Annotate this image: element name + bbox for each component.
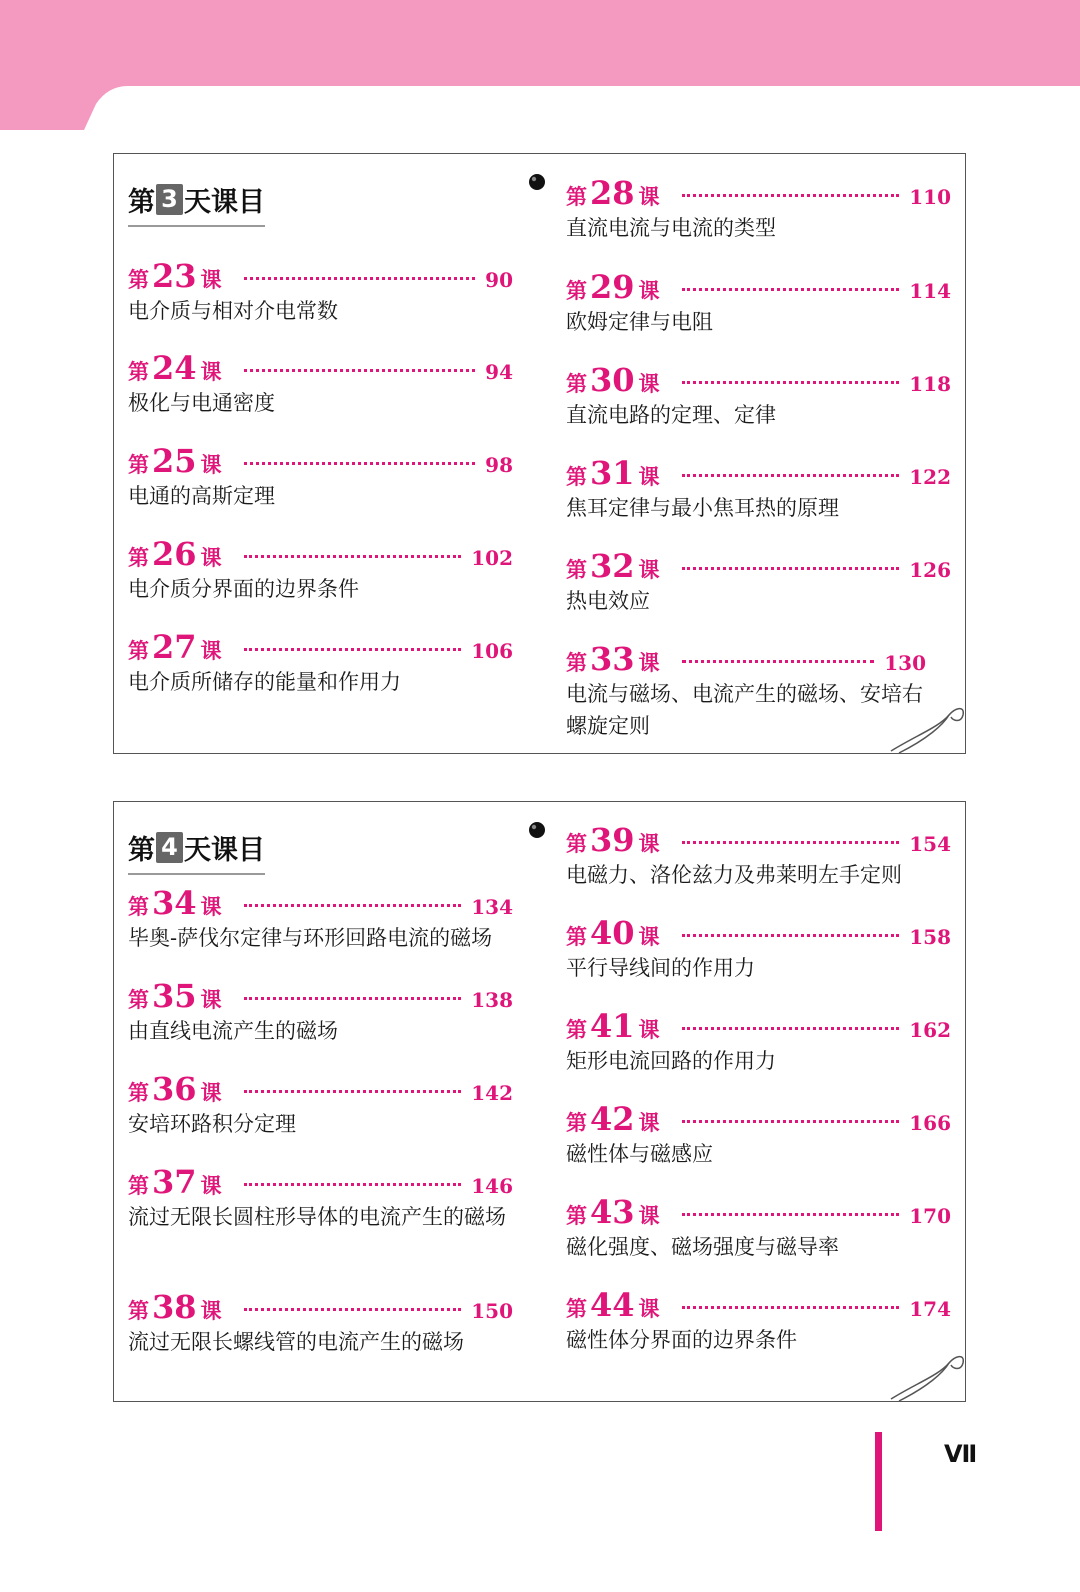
lesson-suffix: 课 — [200, 638, 222, 663]
lesson-27[interactable] — [128, 628, 513, 698]
leader-dots — [682, 1306, 900, 1309]
lesson-page: 102 — [471, 546, 513, 570]
lesson-39[interactable] — [566, 821, 951, 891]
lesson-page: 114 — [909, 279, 951, 303]
lesson-title: 毕奥-萨伐尔定律与环形回路电流的磁场 — [128, 926, 493, 950]
leader-dots — [682, 1027, 900, 1030]
lesson-title: 电介质所储存的能量和作用力 — [128, 670, 401, 694]
lesson-page: 130 — [884, 651, 926, 675]
day-3-panel — [113, 153, 966, 754]
lesson-page: 110 — [909, 185, 951, 209]
leader-dots — [244, 462, 476, 465]
lesson-30[interactable] — [566, 361, 951, 431]
leader-dots — [244, 904, 462, 907]
lesson-42[interactable] — [566, 1100, 951, 1170]
lesson-suffix: 课 — [200, 987, 222, 1012]
leader-dots — [682, 288, 900, 291]
lesson-page: 162 — [909, 1018, 951, 1042]
page-curl-icon — [887, 1339, 967, 1403]
page-curl-icon — [887, 691, 967, 755]
leader-dots — [244, 1308, 462, 1311]
day-3-heading-suffix: 天课目 — [184, 187, 265, 218]
lesson-prefix: 第 — [566, 371, 587, 396]
lesson-prefix: 第 — [566, 1017, 587, 1042]
lesson-number: 40 — [590, 914, 635, 952]
lesson-prefix: 第 — [128, 267, 149, 292]
lesson-suffix: 课 — [638, 1110, 660, 1135]
lesson-page: 154 — [909, 832, 951, 856]
lesson-number: 38 — [152, 1288, 197, 1326]
leader-dots — [244, 997, 462, 1000]
lesson-prefix: 第 — [566, 557, 587, 582]
lesson-page: 158 — [909, 925, 951, 949]
lesson-suffix: 课 — [200, 1173, 222, 1198]
leader-dots — [682, 381, 900, 384]
lesson-suffix: 课 — [638, 184, 660, 209]
lesson-number: 36 — [152, 1070, 197, 1108]
lesson-page: 90 — [485, 268, 513, 292]
lesson-prefix: 第 — [128, 1080, 149, 1105]
leader-dots — [682, 841, 900, 844]
day-4-heading-prefix: 第 — [128, 835, 155, 866]
lesson-suffix: 课 — [200, 1080, 222, 1105]
leader-dots — [244, 648, 462, 651]
lesson-title: 热电效应 — [566, 589, 650, 613]
day-3-heading — [128, 180, 265, 227]
lesson-page: 170 — [909, 1204, 951, 1228]
day-3-heading-prefix: 第 — [128, 187, 155, 218]
lesson-suffix: 课 — [638, 464, 660, 489]
lesson-40[interactable] — [566, 914, 951, 984]
lesson-29[interactable] — [566, 268, 951, 338]
lesson-suffix: 课 — [200, 545, 222, 570]
lesson-title: 安培环路积分定理 — [128, 1112, 296, 1136]
lesson-prefix: 第 — [128, 1173, 149, 1198]
leader-dots — [244, 555, 462, 558]
lesson-number: 30 — [590, 361, 635, 399]
lesson-page: 134 — [471, 895, 513, 919]
lesson-title: 电介质与相对介电常数 — [128, 299, 338, 323]
lesson-suffix: 课 — [638, 650, 660, 675]
leader-dots — [682, 934, 900, 937]
lesson-number: 33 — [590, 640, 635, 678]
lesson-number: 35 — [152, 977, 197, 1015]
lesson-title: 直流电流与电流的类型 — [566, 216, 776, 240]
leader-dots — [682, 567, 900, 570]
lesson-number: 44 — [590, 1286, 635, 1324]
day-4-heading-suffix: 天课目 — [184, 835, 265, 866]
lesson-36[interactable] — [128, 1070, 513, 1140]
pin-icon — [527, 820, 547, 840]
lesson-number: 29 — [590, 268, 635, 306]
lesson-suffix: 课 — [638, 1296, 660, 1321]
lesson-suffix: 课 — [638, 1203, 660, 1228]
lesson-title: 欧姆定律与电阻 — [566, 310, 713, 334]
lesson-number: 28 — [590, 174, 635, 212]
lesson-number: 26 — [152, 535, 197, 573]
lesson-37[interactable] — [128, 1163, 513, 1233]
lesson-page: 118 — [909, 372, 951, 396]
lesson-prefix: 第 — [566, 278, 587, 303]
lesson-suffix: 课 — [200, 1298, 222, 1323]
lesson-34[interactable] — [128, 884, 513, 954]
lesson-title: 流过无限长螺线管的电流产生的磁场 — [128, 1330, 464, 1354]
lesson-number: 43 — [590, 1193, 635, 1231]
lesson-page: 98 — [485, 453, 513, 477]
lesson-title: 平行导线间的作用力 — [566, 956, 755, 980]
lesson-prefix: 第 — [128, 638, 149, 663]
lesson-suffix: 课 — [638, 557, 660, 582]
day-4-number-badge: 4 — [156, 832, 183, 863]
lesson-page: 94 — [485, 360, 513, 384]
leader-dots — [682, 1213, 900, 1216]
lesson-title: 流过无限长圆柱形导体的电流产生的磁场 — [128, 1205, 506, 1229]
lesson-title: 矩形电流回路的作用力 — [566, 1049, 776, 1073]
leader-dots — [244, 1090, 462, 1093]
lesson-page: 150 — [471, 1299, 513, 1323]
lesson-38[interactable] — [128, 1288, 513, 1358]
leader-dots — [682, 660, 875, 663]
lesson-title: 磁性体分界面的边界条件 — [566, 1328, 797, 1352]
lesson-number: 42 — [590, 1100, 635, 1138]
leader-dots — [682, 194, 900, 197]
day-4-panel — [113, 801, 966, 1402]
lesson-number: 24 — [152, 349, 197, 387]
lesson-page: 166 — [909, 1111, 951, 1135]
lesson-prefix: 第 — [128, 894, 149, 919]
lesson-title: 直流电路的定理、定律 — [566, 403, 776, 427]
leader-dots — [682, 1120, 900, 1123]
page-number: Ⅶ — [944, 1440, 976, 1468]
day-4-heading — [128, 828, 265, 875]
lesson-prefix: 第 — [566, 184, 587, 209]
lesson-suffix: 课 — [638, 1017, 660, 1042]
lesson-prefix: 第 — [128, 987, 149, 1012]
lesson-number: 31 — [590, 454, 635, 492]
lesson-number: 34 — [152, 884, 197, 922]
lesson-suffix: 课 — [638, 831, 660, 856]
lesson-43[interactable] — [566, 1193, 951, 1263]
lesson-23[interactable] — [128, 257, 513, 327]
lesson-number: 41 — [590, 1007, 635, 1045]
lesson-title: 电流与磁场、电流产生的磁场、安培右螺旋定则 — [566, 682, 923, 738]
lesson-prefix: 第 — [566, 464, 587, 489]
lesson-title: 焦耳定律与最小焦耳热的原理 — [566, 496, 839, 520]
lesson-page: 142 — [471, 1081, 513, 1105]
lesson-suffix: 课 — [638, 278, 660, 303]
lesson-prefix: 第 — [566, 1296, 587, 1321]
lesson-31[interactable] — [566, 454, 951, 524]
lesson-page: 174 — [909, 1297, 951, 1321]
lesson-prefix: 第 — [128, 1298, 149, 1323]
lesson-title: 极化与电通密度 — [128, 391, 275, 415]
lesson-32[interactable] — [566, 547, 951, 617]
lesson-number: 25 — [152, 442, 197, 480]
lesson-suffix: 课 — [200, 359, 222, 384]
lesson-41[interactable] — [566, 1007, 951, 1077]
leader-dots — [244, 1183, 462, 1186]
footer-accent-bar — [875, 1432, 882, 1531]
lesson-title: 磁化强度、磁场强度与磁导率 — [566, 1235, 839, 1259]
leader-dots — [682, 474, 900, 477]
lesson-suffix: 课 — [638, 924, 660, 949]
lesson-title: 电磁力、洛伦兹力及弗莱明左手定则 — [566, 863, 902, 887]
lesson-28[interactable] — [566, 174, 951, 244]
lesson-title: 磁性体与磁感应 — [566, 1142, 713, 1166]
pin-icon — [527, 172, 547, 192]
lesson-prefix: 第 — [128, 545, 149, 570]
lesson-title: 由直线电流产生的磁场 — [128, 1019, 338, 1043]
lesson-33[interactable] — [566, 640, 926, 742]
lesson-number: 23 — [152, 257, 197, 295]
day-3-number-badge: 3 — [156, 184, 183, 215]
lesson-number: 39 — [590, 821, 635, 859]
lesson-suffix: 课 — [200, 267, 222, 292]
lesson-35[interactable] — [128, 977, 513, 1047]
lesson-page: 138 — [471, 988, 513, 1012]
lesson-page: 126 — [909, 558, 951, 582]
lesson-title: 电通的高斯定理 — [128, 484, 275, 508]
lesson-prefix: 第 — [128, 452, 149, 477]
lesson-suffix: 课 — [200, 894, 222, 919]
lesson-number: 32 — [590, 547, 635, 585]
lesson-26[interactable] — [128, 535, 513, 605]
lesson-suffix: 课 — [200, 452, 222, 477]
lesson-prefix: 第 — [566, 1203, 587, 1228]
leader-dots — [244, 277, 476, 280]
lesson-prefix: 第 — [566, 650, 587, 675]
lesson-prefix: 第 — [128, 359, 149, 384]
lesson-number: 27 — [152, 628, 197, 666]
lesson-prefix: 第 — [566, 1110, 587, 1135]
lesson-page: 122 — [909, 465, 951, 489]
lesson-prefix: 第 — [566, 831, 587, 856]
leader-dots — [244, 369, 476, 372]
lesson-number: 37 — [152, 1163, 197, 1201]
lesson-page: 106 — [471, 639, 513, 663]
header-band — [0, 0, 1080, 130]
lesson-page: 146 — [471, 1174, 513, 1198]
lesson-24[interactable] — [128, 349, 513, 419]
lesson-title: 电介质分界面的边界条件 — [128, 577, 359, 601]
lesson-suffix: 课 — [638, 371, 660, 396]
lesson-prefix: 第 — [566, 924, 587, 949]
lesson-25[interactable] — [128, 442, 513, 512]
